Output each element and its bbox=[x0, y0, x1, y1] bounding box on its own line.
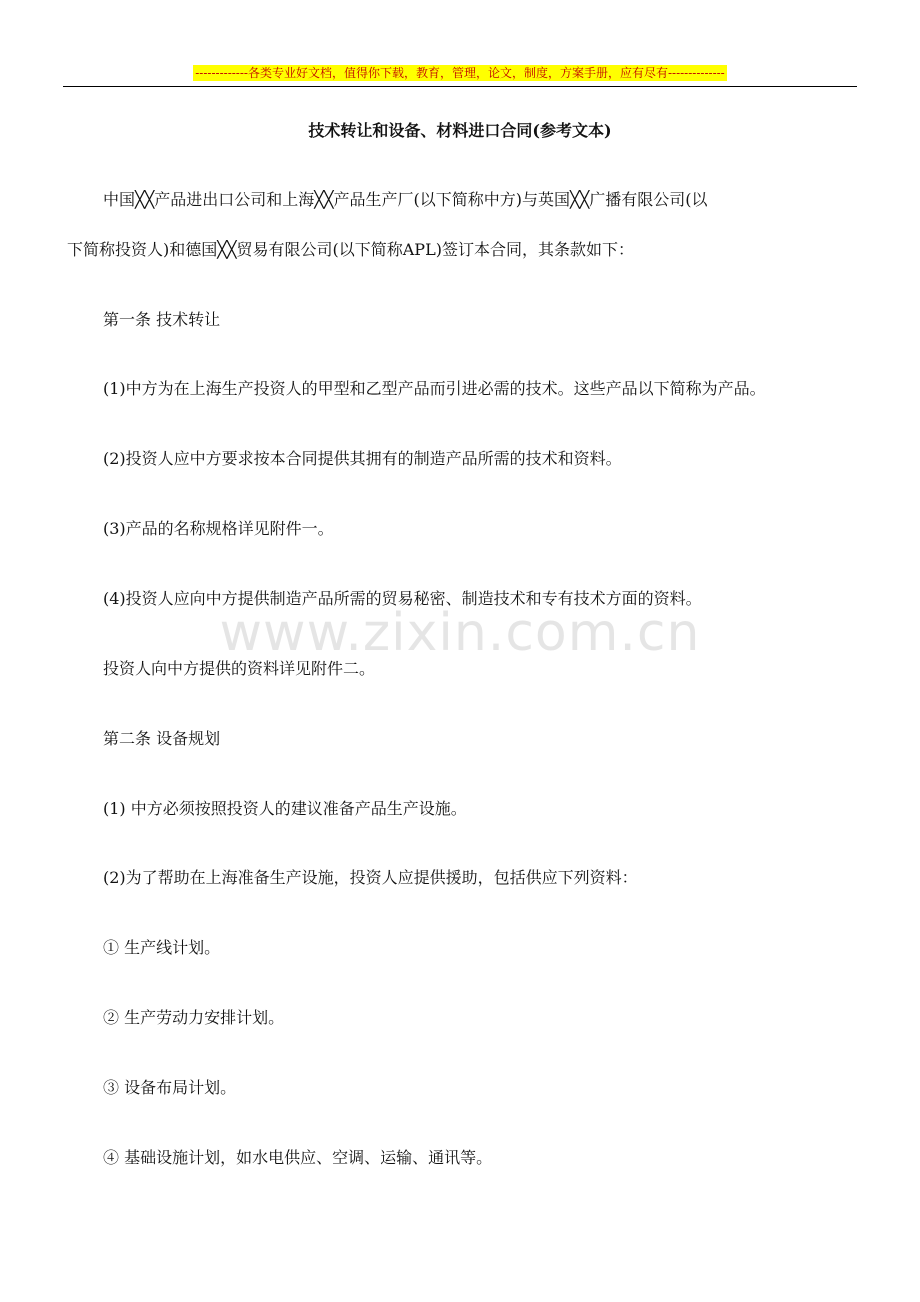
article-2-item-3: ③ 设备布局计划。 bbox=[103, 1078, 237, 1097]
header-divider bbox=[63, 86, 857, 87]
watermark: www.zixin.com.cn bbox=[219, 603, 701, 663]
article-2-item-2: ② 生产劳动力安排计划。 bbox=[103, 1008, 285, 1027]
header-banner bbox=[0, 65, 920, 81]
article-1-clause-2: (2)投资人应中方要求按本合同提供其拥有的制造产品所需的技术和资料。 bbox=[103, 449, 622, 468]
document-title: 技术转让和设备、材料进口合同(参考文本) bbox=[308, 121, 612, 140]
header-banner-text: -------------各类专业好文档，值得你下载，教育，管理，论文，制度，方案手册，应有尽有-------------- bbox=[195, 66, 725, 80]
article-2-heading: 第二条 设备规划 bbox=[103, 729, 221, 748]
article-1-clause-1: (1)中方为在上海生产投资人的甲型和乙型产品而引进必需的技术。这些产品以下简称为产品。 bbox=[103, 379, 766, 398]
intro-line-1: 中国╳╳产品进出口公司和上海╳╳产品生产厂(以下简称中方)与英国╳╳广播有限公司(以 bbox=[103, 190, 708, 209]
article-1-clause-4: (4)投资人应向中方提供制造产品所需的贸易秘密、制造技术和专有技术方面的资料。 bbox=[103, 589, 702, 608]
article-2-item-1: ① 生产线计划。 bbox=[103, 938, 221, 957]
article-2-item-4: ④ 基础设施计划，如水电供应、空调、运输、通讯等。 bbox=[103, 1148, 493, 1167]
intro-line-2: 下简称投资人)和德国╳╳贸易有限公司(以下简称APL)签订本合同，其条款如下： bbox=[67, 240, 634, 259]
article-1-heading: 第一条 技术转让 bbox=[103, 310, 221, 329]
article-1-note: 投资人向中方提供的资料详见附件二。 bbox=[103, 659, 376, 678]
article-2-clause-2: (2)为了帮助在上海准备生产设施，投资人应提供援助，包括供应下列资料： bbox=[103, 868, 638, 887]
article-1-clause-3: (3)产品的名称规格详见附件一。 bbox=[103, 519, 334, 538]
article-2-clause-1: (1) 中方必须按照投资人的建议准备产品生产设施。 bbox=[103, 799, 467, 818]
